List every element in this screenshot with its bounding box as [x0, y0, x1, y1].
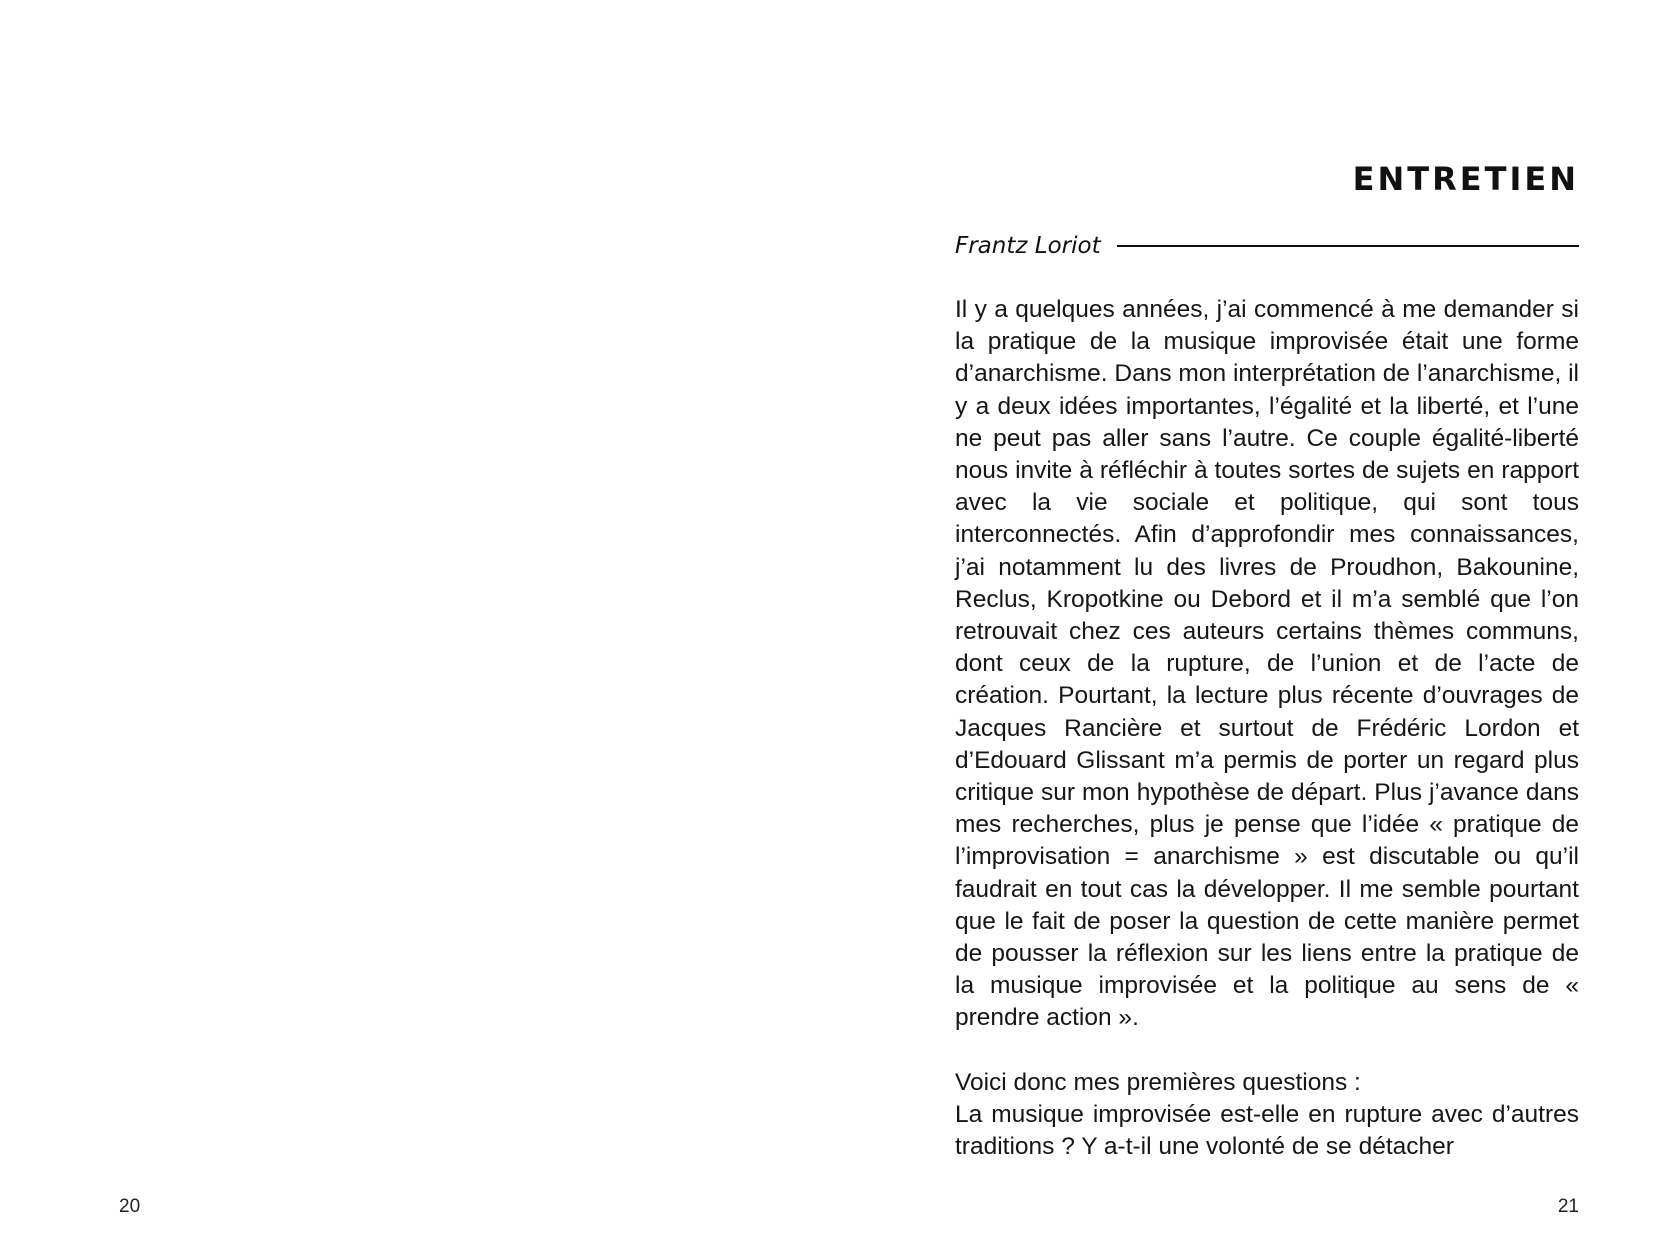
author-header	[955, 230, 1579, 262]
author-name: Frantz Loriot	[955, 233, 1101, 259]
page-number-left: 20	[119, 1196, 141, 1217]
paragraph-questions-lead: Voici donc mes premières questions :	[955, 1068, 1361, 1096]
right-page	[827, 0, 1654, 1260]
paragraph-intro: Il y a quelques années, j’ai commencé à me demander si la pratique de la musique improvisée était une forme d’anarchisme. Dans mon interprétation de l’anarchisme, il y a deux idées importantes, l’égalité et la liberté, et l’une ne peut pas aller sans l’autre. Ce couple égalité-liberté nous invite à réfléchir à toutes sortes de sujets en rapport avec la vie sociale et politique, qui sont tous interconnectés. Afin d’approfondir mes connaissances, j’ai notamment lu des livres de Proudhon, Bakounine, Reclus, Kropotkine ou Debord et il m’a semblé que l’on retrouvait chez ces auteurs certains thèmes communs, dont ceux de la rupture, de l’union et de l’acte de création. Pourtant, la lecture plus récente d’ouvrages de Jacques Rancière et surtout de Frédéric Lordon et d’Edouard Glissant m’a permis de porter un regard plus critique sur mon hypothèse de départ. Plus j’avance dans mes recherches, plus je pense que l’idée « pratique de l’improvisation = anarchisme » est discutable ou qu’il faudrait en tout cas la développer. Il me semble pourtant que le fait de poser la question de cette manière permet de pousser la réflexion sur les liens entre la pratique de la musique improvisée et la politique au sens de « prendre action ».	[955, 296, 1579, 1032]
section-title: ENTRETIEN	[1352, 160, 1579, 198]
interview-body	[955, 294, 1579, 1163]
page-number-right: 21	[1557, 1196, 1579, 1217]
author-rule	[1117, 245, 1579, 247]
paragraph-question: La musique improvisée est-elle en rupture avec d’autres traditions ? Y a-t-il une volonté de se détacher	[955, 1100, 1579, 1161]
